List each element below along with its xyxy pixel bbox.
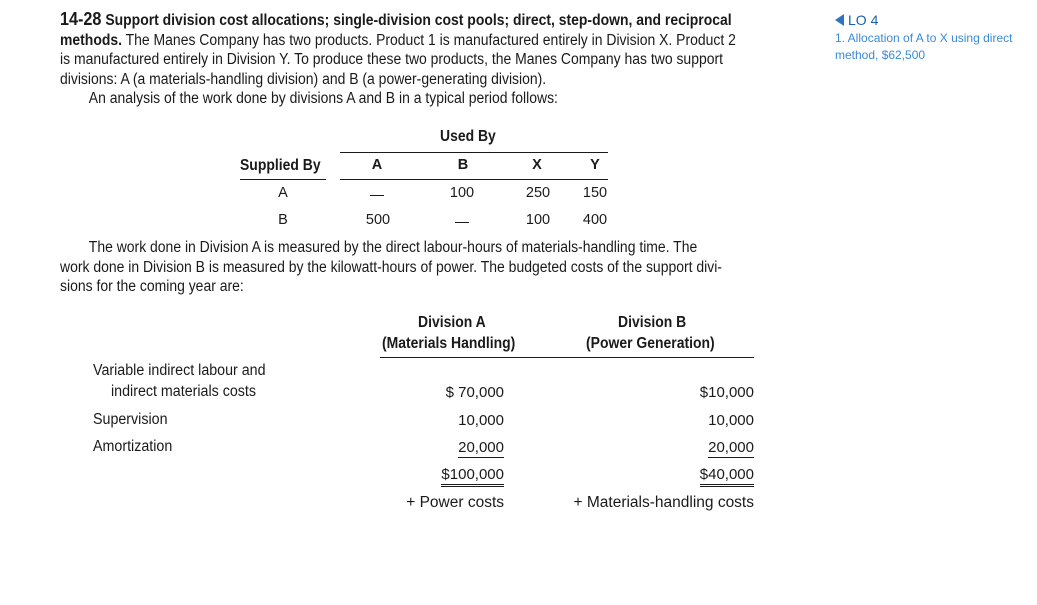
row-label-amortization: Amortization	[93, 438, 173, 455]
problem-line-3: is manufactured entirely in Division Y. To produce these two products, the Manes Company has two support	[60, 51, 723, 68]
problem-line-4: divisions: A (a materials-handling division) and B (a power-generating division).	[60, 70, 547, 88]
col-header-y: Y	[590, 157, 600, 173]
problem-title-part2: methods.	[60, 31, 123, 49]
amortization-b: 20,000	[708, 439, 754, 456]
supplied-by-rule	[240, 179, 326, 180]
row-label-variable-2: indirect materials costs	[111, 383, 257, 400]
col-header-b: B	[457, 157, 469, 173]
cost-header-rule	[380, 357, 754, 358]
lo-label: LO 4	[848, 12, 879, 28]
row-b-col-x: 100	[525, 212, 551, 228]
cost-paragraph	[60, 238, 796, 297]
supervision-a: 10,000	[458, 412, 504, 429]
total-b: $40,000	[700, 466, 754, 487]
paragraph-line-3: sions for the coming year are:	[60, 278, 244, 295]
variable-cost-b: $10,000	[699, 384, 754, 401]
row-label-supervision: Supervision	[93, 411, 168, 428]
division-b-header: Division B	[618, 314, 687, 331]
row-label-a: A	[278, 185, 288, 201]
division-a-header: Division A	[418, 314, 486, 331]
used-by-rule	[340, 152, 608, 153]
triangle-left-icon	[835, 14, 844, 26]
plus-materials-handling-costs: + Materials-handling costs	[573, 494, 754, 511]
problem-line-2	[60, 31, 736, 51]
division-a-subheader: (Materials Handling)	[382, 335, 516, 352]
division-b-subheader: (Power Generation)	[586, 335, 715, 352]
row-a-col-x: 250	[525, 185, 551, 201]
amortization-a: 20,000	[458, 439, 504, 456]
amortization-a-cell	[404, 439, 504, 456]
row-a-col-a-dash	[370, 195, 384, 196]
variable-cost-a: $ 70,000	[445, 384, 504, 401]
col-header-a: A	[371, 157, 383, 173]
row-b-col-a: 500	[365, 212, 391, 228]
problem-line-2-text: The Manes Company has two products. Product 1 is manufactured entirely in Division X. Product 2	[125, 31, 736, 49]
problem-intro: An analysis of the work done by divisions A and B in a typical period follows:	[88, 90, 558, 107]
lo-header	[835, 12, 1012, 28]
used-by-header: Used By	[440, 128, 496, 145]
paragraph-line-2: work done in Division B is measured by the kilowatt-hours of power. The budgeted costs of the support divi-	[60, 258, 722, 276]
lo-answer-line-1: 1. Allocation of A to X using direct	[835, 31, 1013, 45]
amortization-b-cell	[654, 439, 754, 456]
total-a: $100,000	[441, 466, 504, 487]
total-a-cell	[404, 466, 504, 483]
col-header-x: X	[532, 157, 542, 173]
supervision-b: 10,000	[708, 412, 754, 429]
row-label-variable-1: Variable indirect labour and	[93, 362, 266, 379]
row-a-col-b: 100	[449, 185, 475, 201]
lo-answer-line-2: method, $62,500	[835, 48, 926, 62]
columns-rule	[340, 179, 608, 180]
row-label-b: B	[278, 212, 288, 228]
row-b-col-b-dash	[455, 222, 469, 223]
total-b-cell	[654, 466, 754, 483]
row-a-col-y: 150	[582, 185, 608, 201]
row-b-col-y: 400	[582, 212, 608, 228]
plus-power-costs: + Power costs	[406, 494, 504, 511]
problem-title-part1: Support division cost allocations; single-division cost pools; direct, step-down, and reciprocal	[105, 12, 732, 29]
supplied-by-header: Supplied By	[240, 157, 321, 174]
paragraph-line-1: The work done in Division A is measured by the direct labour-hours of materials-handling time. The	[88, 239, 698, 256]
problem-statement	[60, 10, 800, 109]
problem-line-1	[60, 9, 732, 31]
problem-number: 14-28	[60, 9, 102, 29]
learning-objective-note	[835, 12, 1012, 64]
